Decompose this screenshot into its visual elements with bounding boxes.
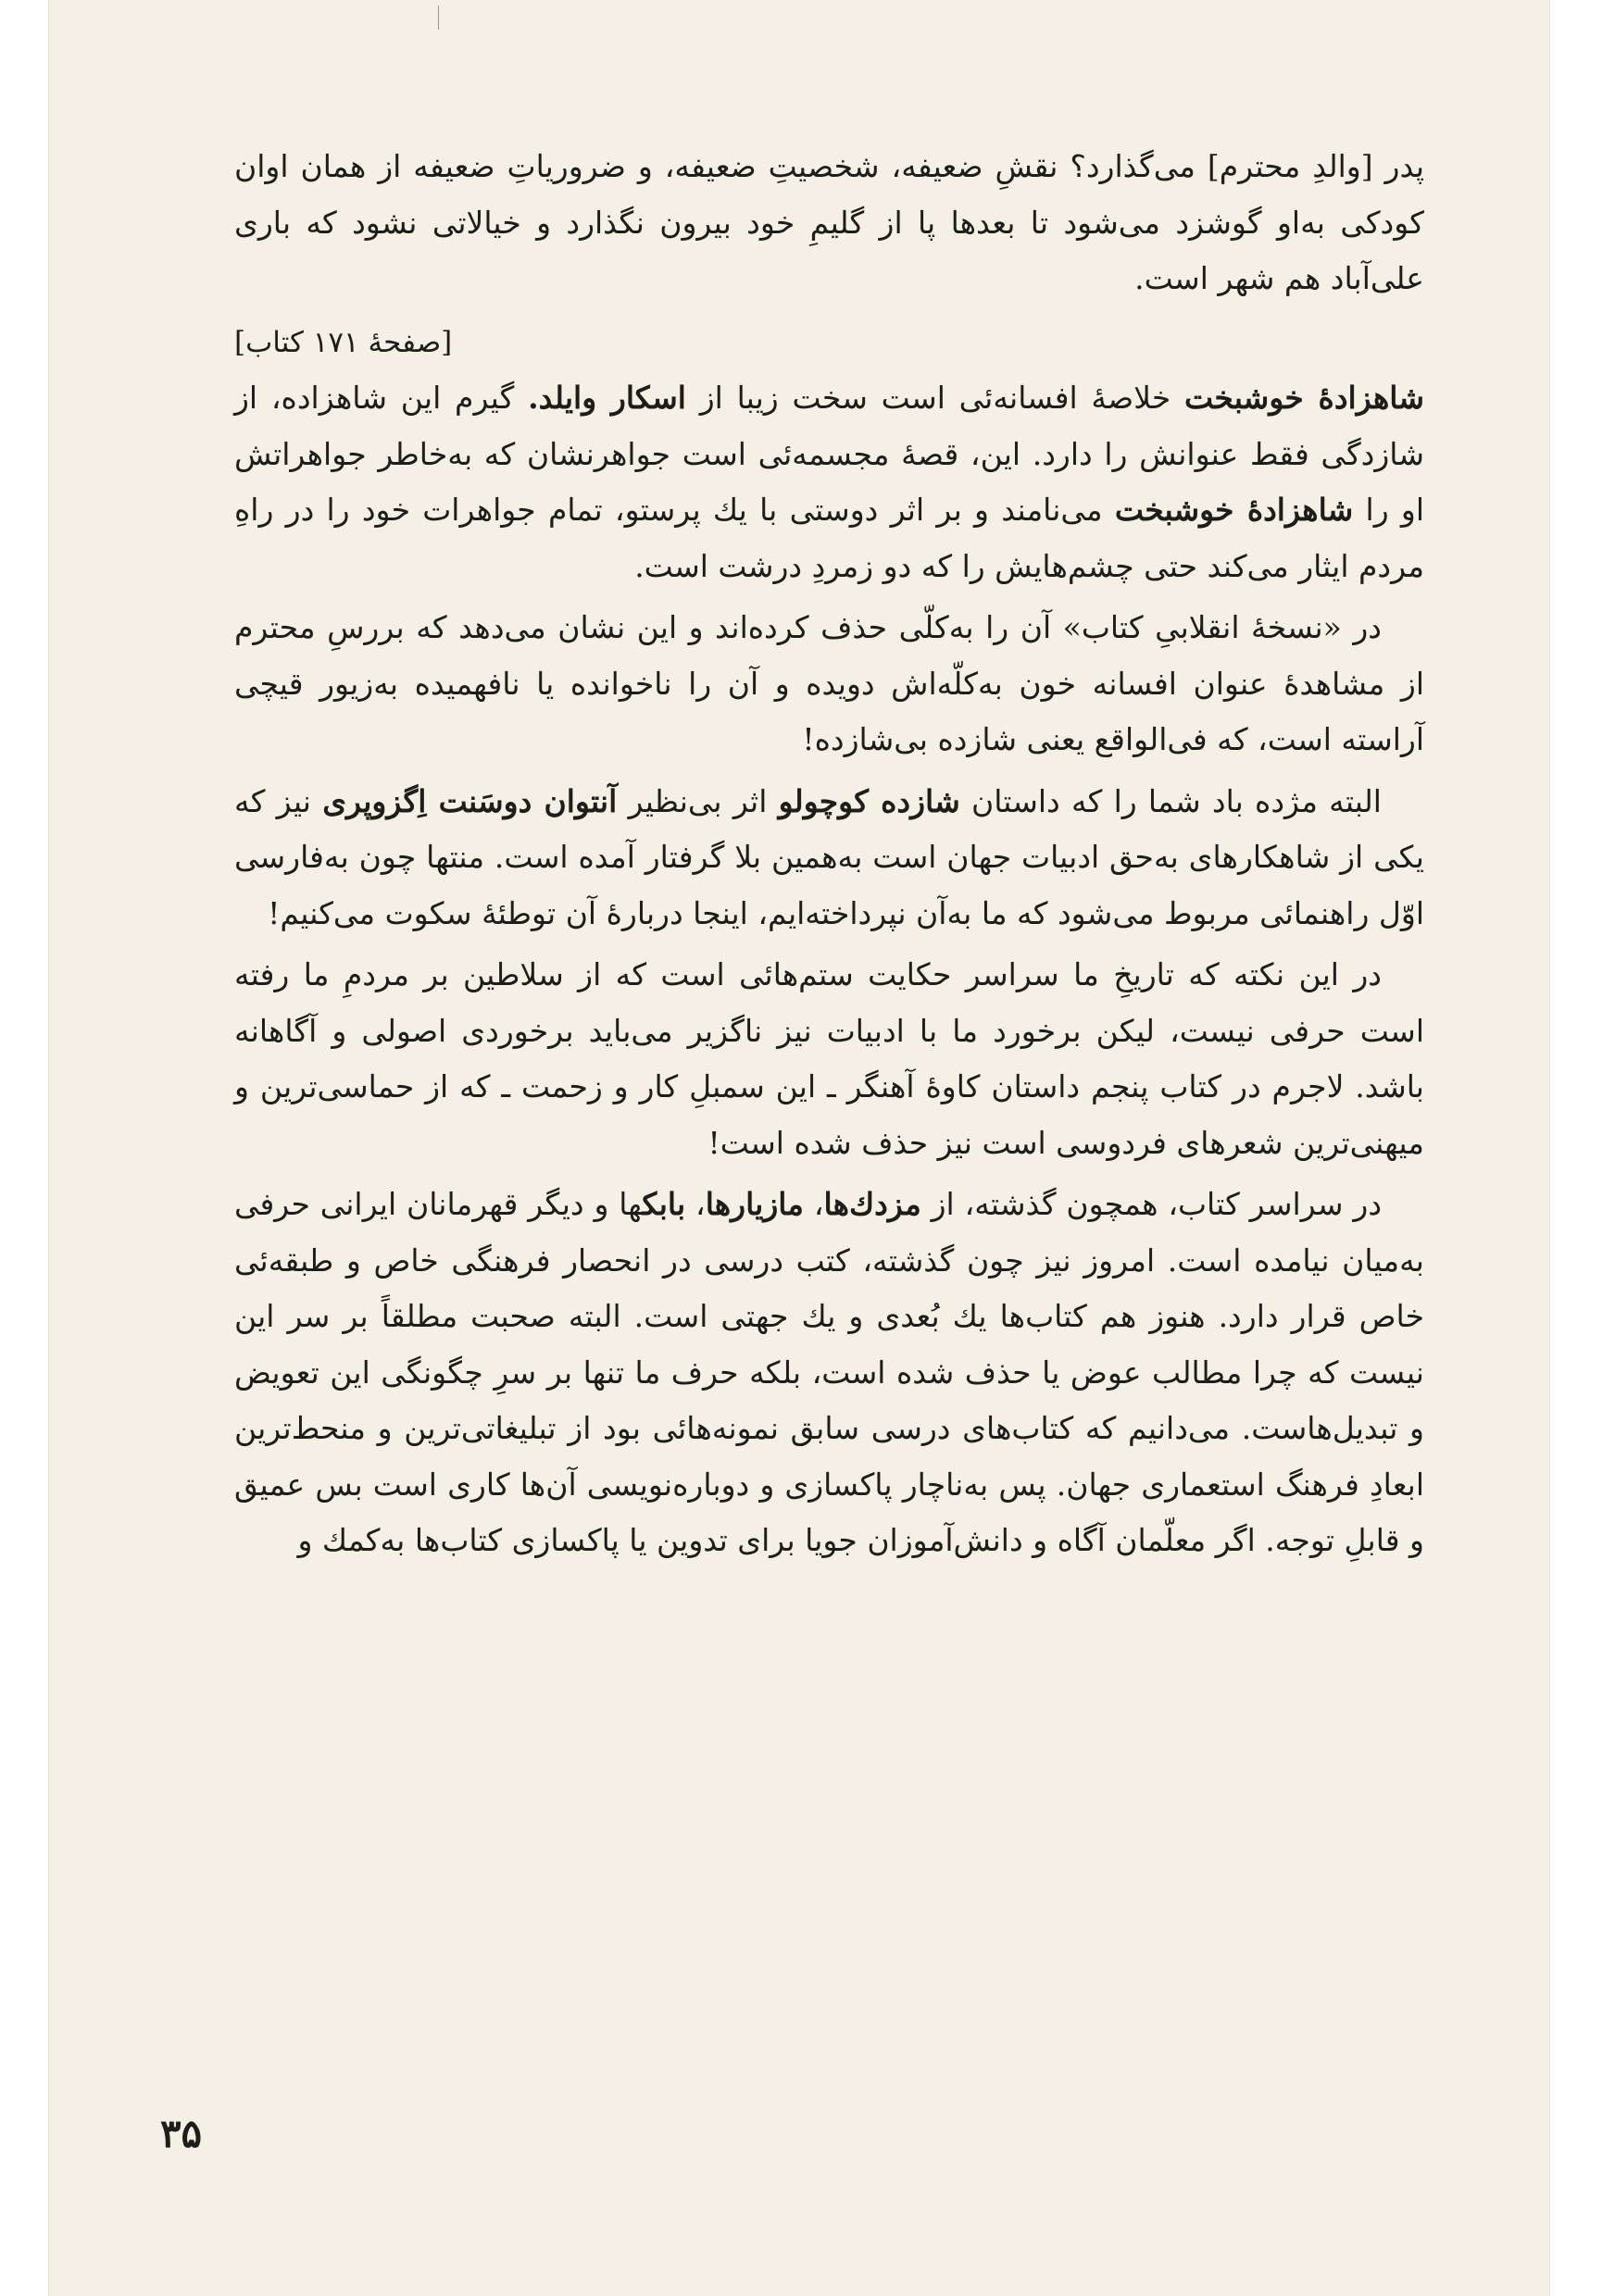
text-run: ،: [804, 1186, 824, 1222]
text-run: نیز که یکی از شاهکارهای به‌حق ادبیات جهان است به‌همین بلا گرفتار آمده است. منتها چون به‌فارسی اوّل راهنمائی مربوط می‌شود که ما به‌آن نپرداخته‌ایم، اینجا دربارهٔ آن توطئهٔ سکوت می‌کنیم!: [234, 782, 1424, 931]
paragraph-4: [234, 774, 1424, 942]
book-page: [48, 0, 1550, 2296]
text-run: اثر بی‌نظیر: [617, 782, 779, 819]
text-run: البته مژده باد شما را که داستان: [959, 782, 1382, 819]
text-run: گیرم این شاهزاده، از شازدگی فقط عنوانش را دارد. این، قصهٔ مجسمه‌ئی است جواهرنشان که به‌خاطر جواهراتش او را: [234, 380, 1424, 528]
text-run: ها و دیگر قهرمانان ایرانی حرفی به‌میان نیامده است. امروز نیز چون گذشته، کتب درسی در انحصار فرهنگی خاص و طبقه‌ئی خاص قرار دارد. هنوز هم کتاب‌ها یك بُعدی و یك جهتی است. البته صحبت مطلقاً بر سر این نیست که چرا مطالب عوض یا حذف شده است، بلکه حرف ما تنها بر سرِ چگونگی این تعویض و تبدیل‌هاست. می‌دانیم که کتاب‌های درسی سابق نمونه‌هائی بود از تبلیغاتی‌ترین و منحط‌ترین ابعادِ فرهنگ استعماری جهان. پس به‌ناچار پاکسازی و دوباره‌نویسی آن‌ها کاری است بس عمیق و قابلِ توجه. اگر معلّمان آگاه و دانش‌آموزان جویا برای تدوین یا پاکسازی کتاب‌ها به‌کمك و: [234, 1186, 1424, 1558]
section-reference: [صفحهٔ ۱۷۱ کتاب]: [234, 325, 453, 359]
paragraph-3: در «نسخهٔ انقلابیِ کتاب» آن را به‌کلّی حذف کرده‌اند و این نشان می‌دهد که بررسِ محترم از مشاهدهٔ عنوان افسانه خون به‌کلّه‌اش دویده و آن را ناخوانده یا نافهمیده به‌زیور قیچی آراسته است، که فی‌الواقع یعنی شازده بی‌شازده!: [234, 609, 1424, 757]
paragraph-6: [234, 1177, 1424, 1569]
paragraph-1: پدر [والدِ محترم] می‌گذارد؟ نقشِ ضعیفه، شخصیتِ ضعیفه، و ضروریاتِ ضعیفه از همان اوان کودکی به‌او گوشزد می‌شود تا بعدها پا از گلیمِ خود بیرون نگذارد و خیالاتی نشود که باری علی‌آباد هم شهر است.: [234, 148, 1424, 296]
text-run: ،: [685, 1186, 706, 1222]
bold-term: مزدك‌ها: [823, 1186, 921, 1222]
bold-term: آنتوان دوسَنت اِگزوپری: [322, 782, 618, 819]
bold-term: بابك: [642, 1186, 686, 1222]
paragraph-2: [234, 370, 1424, 594]
bold-term: شاهزادهٔ خوشبخت: [1114, 492, 1354, 528]
bold-term: شازده کوچولو: [778, 782, 960, 819]
bold-term: شاهزادهٔ خوشبخت: [1184, 380, 1425, 416]
text-run: در سراسر کتاب، همچون گذشته، از: [920, 1186, 1383, 1222]
page-mark: [438, 6, 439, 30]
bold-term: اسکار وایلد.: [528, 380, 686, 416]
body-text: [234, 139, 1424, 1569]
paragraph-5: در این نکته که تاریخِ ما سراسر حکایت ستم‌هائی است که از سلاطین بر مردمِ ما رفته است حرفی نیست، لیکن برخورد ما با ادبیات نیز ناگزیر می‌باید برخوردی اصولی و آگاهانه باشد. لاجرم در کتاب پنجم داستان کاوهٔ آهنگر ـ این سمبلِ کار و زحمت ـ که از حماسی‌ترین و میهنی‌ترین شعرهای فردوسی است نیز حذف شده است!: [234, 956, 1424, 1161]
bold-term: مازیارها: [705, 1186, 804, 1222]
text-run: خلاصهٔ افسانه‌ئی است سخت زیبا از: [685, 380, 1184, 416]
text-run: می‌نامند و بر اثر دوستی با یك پرستو، تمام جواهرات خود را در راهِ مردم ایثار می‌کند حتی چشم‌هایش را که دو زمردِ درشت است.: [234, 492, 1424, 584]
page-number: ۳۵: [160, 2111, 203, 2156]
